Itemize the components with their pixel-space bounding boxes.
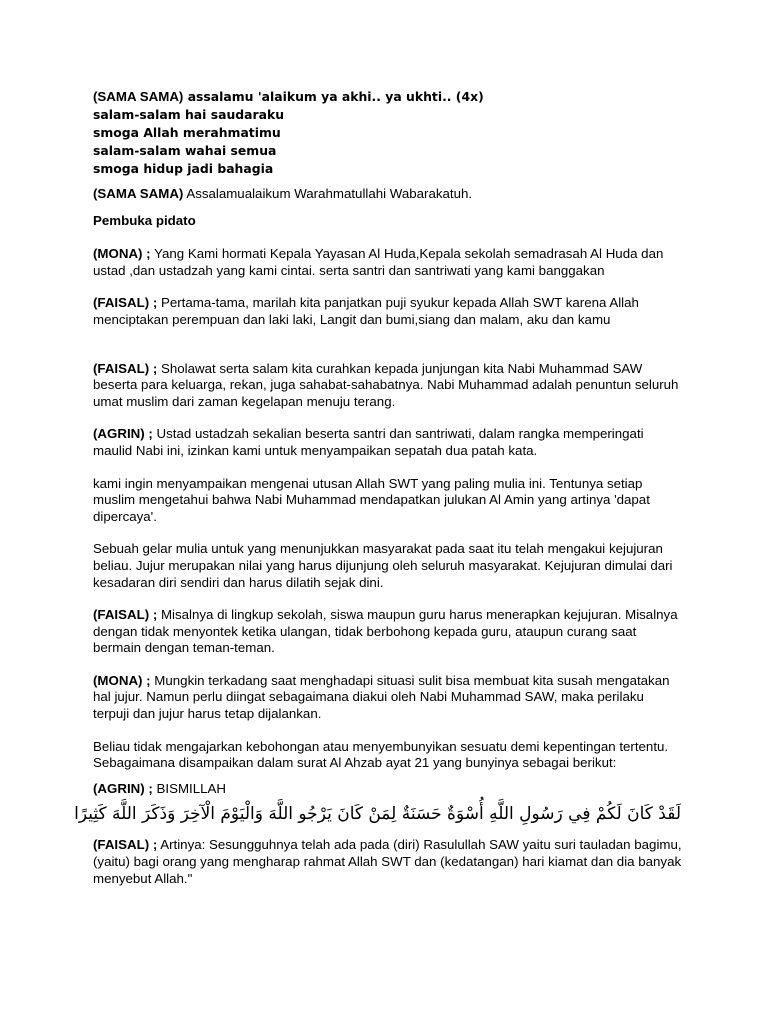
paragraph-mona-2 xyxy=(93,673,683,723)
paragraph-text: Sholawat serta salam kita curahkan kepada junjungan kita Nabi Muhammad SAW beserta para keluarga, rekan, juga sahabat-sahabatnya. Nabi Muhammad adalah penuntun seluruh umat muslim dari zaman kegelapan menuju terang. xyxy=(93,360,679,409)
paragraph-text: Ustad ustadzah sekalian beserta santri dan santriwati, dalam rangka memperingati maulid Nabi ini, izinkan kami untuk menyampaikan sepatah dua patah kata. xyxy=(93,426,644,458)
paragraph-faisal-2 xyxy=(93,361,683,411)
paragraph-honesty: Sebuah gelar mulia untuk yang menunjukkan masyarakat pada saat itu telah mengakui kejujuran beliau. Jujur merupakan nilai yang harus dijunjung oleh seluruh masyarakat. Kejujuran dimulai dari kesadaran diri sendiri dan harus dilatih sejak dini. xyxy=(93,541,673,590)
song-line-1 xyxy=(93,88,683,106)
speaker-label: (SAMA SAMA) xyxy=(93,186,184,201)
song-line-4: salam-salam wahai semua xyxy=(93,143,277,158)
arabic-verse: لَقَدْ كَانَ لَكُمْ فِي رَسُولِ اللَّهِ أُسْوَةٌ حَسَنَةٌ لِمَنْ كَانَ يَرْجُو اللَّهَ وَالْيَوْمَ الْآخِرَ وَذَكَرَ اللَّهَ كَثِيرًا xyxy=(74,804,681,825)
paragraph-text: Mungkin terkadang saat menghadapi situasi sulit bisa membuat kita susah mengatakan hal jujur. Namun perlu diingat sebagaimana diakui oleh Nabi Muhammad SAW, maka perilaku terpuji dan jujur harus tetap dijalankan. xyxy=(93,672,670,722)
song-line-2: salam-salam hai saudaraku xyxy=(93,107,285,122)
document-page xyxy=(74,88,683,887)
paragraph-text: Artinya: Sesungguhnya telah ada pada (diri) Rasulullah SAW yaitu suri tauladan bagimu, (yaitu) bagi orang yang mengharap rahmat Allah SWT dan (kedatangan) hari kiamat dan dia banyak menyebut Allah." xyxy=(93,837,682,886)
greeting-paragraph xyxy=(93,186,683,203)
speaker-label: (FAISAL) ; xyxy=(93,607,158,623)
paragraph-agrin-2 xyxy=(93,781,683,798)
speaker-label: (MONA) ; xyxy=(93,246,151,262)
speaker-label: (FAISAL) ; xyxy=(93,360,158,376)
paragraph-text: BISMILLAH xyxy=(152,780,226,796)
paragraph-faisal-4 xyxy=(93,837,683,887)
paragraph-faisal-1 xyxy=(93,295,683,328)
paragraph-faisal-3 xyxy=(93,607,683,657)
song-speaker: (SAMA SAMA) xyxy=(93,89,184,104)
paragraph-agrin-1 xyxy=(93,426,683,459)
paragraph-al-ahzab: Beliau tidak mengajarkan kebohongan atau menyembunyikan sesuatu demi kepentingan tertentu. Sebagaimana disampaikan dalam surat Al Ahzab ayat 21 yang bunyinya sebagai berikut: xyxy=(93,738,669,771)
song-line-5: smoga hidup jadi bahagia xyxy=(93,161,274,176)
paragraph-text: Pertama-tama, marilah kita panjatkan puji syukur kepada Allah SWT karena Allah menciptakan perempuan dan laki laki, Langit dan bumi,siang dan malam, aku dan kamu xyxy=(93,295,639,327)
speaker-label: (FAISAL) ; xyxy=(93,837,158,853)
section-heading: Pembuka pidato xyxy=(93,212,196,228)
speaker-label: (FAISAL) ; xyxy=(93,295,158,311)
speaker-label: (AGRIN) ; xyxy=(93,426,153,442)
paragraph-text: Assalamualaikum Warahmatullahi Wabarakatuh. xyxy=(183,186,473,201)
paragraph-text: Yang Kami hormati Kepala Yayasan Al Huda,Kepala sekolah semadrasah Al Huda dan ustad ,dan ustadzah yang kami cintai. serta santri dan santriwati yang kami banggakan xyxy=(93,246,664,278)
paragraph-mona-1 xyxy=(93,246,683,279)
speaker-label: (AGRIN) ; xyxy=(93,780,153,796)
paragraph-al-amin: kami ingin menyampaikan mengenai utusan Allah SWT yang paling mulia ini. Tentunya setiap muslim mengetahui bahwa Nabi Muhammad mendapatkan julukan Al Amin yang artinya 'dapat dipercaya'. xyxy=(93,475,650,524)
speaker-label: (MONA) ; xyxy=(93,672,151,688)
song-line-1-text: assalamu 'alaikum ya akhi.. ya ukhti.. (4x) xyxy=(187,89,484,104)
paragraph-text: Misalnya di lingkup sekolah, siswa maupun guru harus menerapkan kejujuran. Misalnya dengan tidak menyontek ketika ulangan, tidak berbohong kepada guru, ataupun curang saat bermain dengan teman-teman. xyxy=(93,607,678,656)
song-line-3: smoga Allah merahmatimu xyxy=(93,125,281,140)
song-lyrics xyxy=(93,88,683,178)
